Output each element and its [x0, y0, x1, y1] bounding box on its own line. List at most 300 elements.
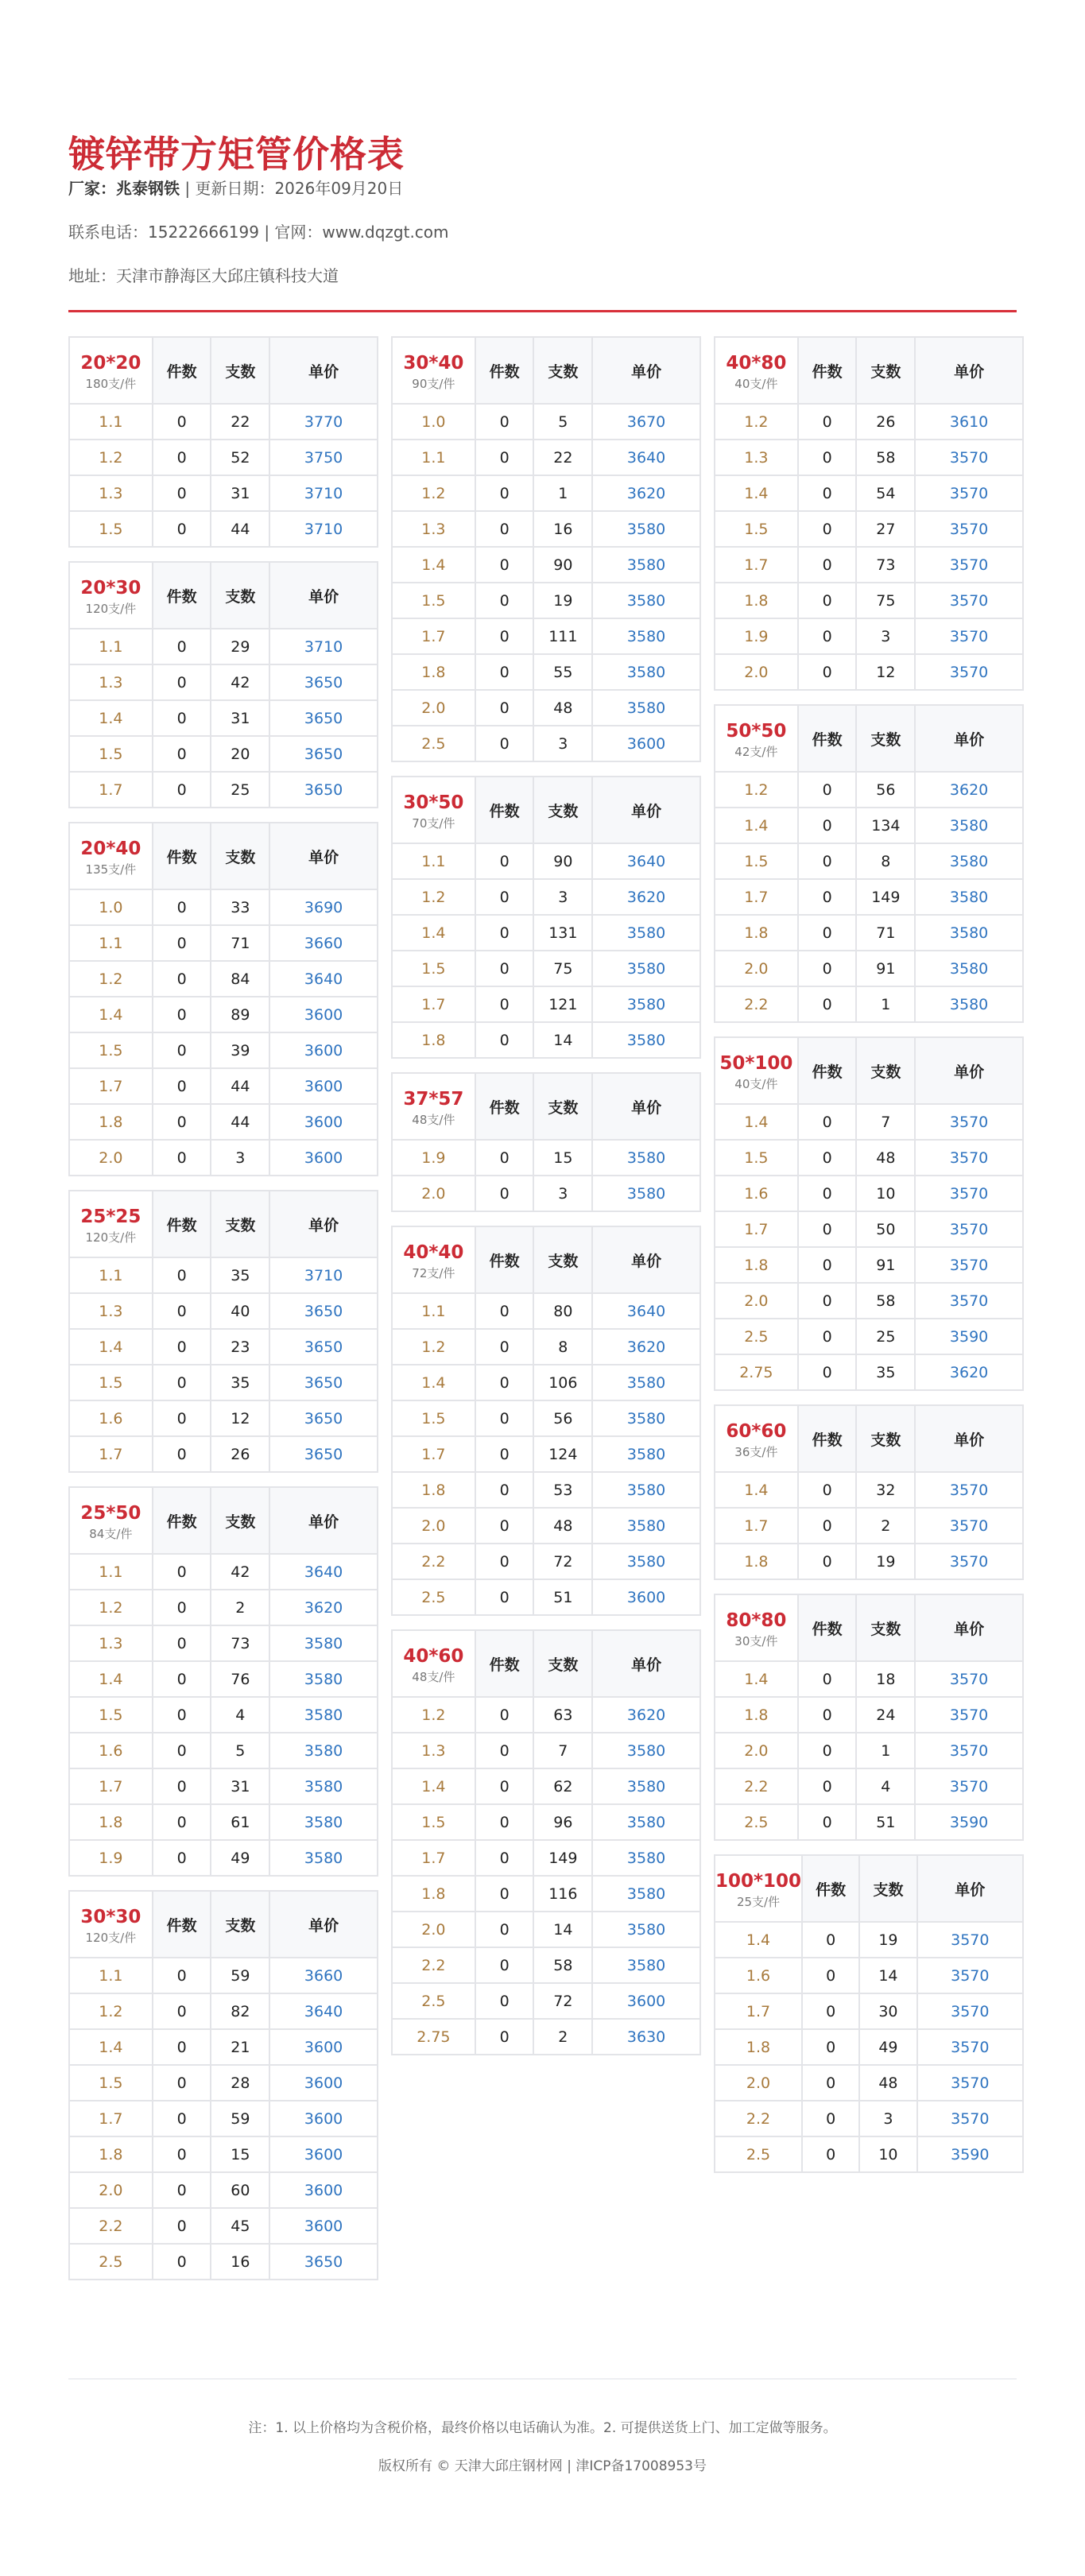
table-row [69, 1625, 378, 1661]
price-cell: 3640 [269, 1554, 378, 1590]
price-column [714, 336, 1024, 2187]
spec-per-bundle: 48支/件 [412, 1670, 455, 1684]
pieces-cell: 3 [533, 726, 592, 761]
table-row [715, 2065, 1023, 2101]
pieces-cell: 22 [533, 440, 592, 475]
table-row [69, 1365, 378, 1400]
count-cell: 0 [475, 1436, 534, 1472]
table-row [392, 726, 700, 761]
thickness-cell: 1.4 [69, 700, 153, 736]
table-row [392, 1912, 700, 1947]
count-cell: 0 [798, 951, 857, 986]
price-cell: 3590 [917, 2136, 1023, 2172]
table-row [69, 1068, 378, 1104]
thickness-cell: 1.8 [715, 1247, 798, 1283]
price-cell: 3600 [592, 1983, 700, 2019]
count-cell: 0 [153, 1554, 211, 1590]
spec-name: 50*50 [726, 721, 787, 742]
thickness-cell: 2.0 [715, 654, 798, 690]
count-cell: 0 [475, 1329, 534, 1365]
table-row [69, 1768, 378, 1804]
price-cell: 3580 [592, 986, 700, 1022]
count-cell: 0 [802, 1993, 859, 2029]
count-cell: 0 [798, 1104, 857, 1140]
price-cell: 3660 [269, 925, 378, 961]
pieces-cell: 2 [211, 1590, 269, 1625]
price-cell: 3580 [915, 951, 1023, 986]
thickness-cell: 2.5 [392, 726, 475, 761]
count-cell: 0 [798, 1472, 857, 1508]
table-row [69, 925, 378, 961]
footer-note: 注：1. 以上价格均为含税价格，最终价格以电话确认为准。2. 可提供送货上门、加工定做等服务。 [248, 2420, 837, 2436]
thickness-cell: 1.7 [715, 1993, 802, 2029]
thickness-cell: 1.8 [69, 2136, 153, 2172]
count-header: 件数 [802, 1855, 859, 1922]
table-row [715, 1544, 1023, 1579]
count-cell: 0 [798, 772, 857, 808]
pieces-cell: 31 [211, 475, 269, 511]
table-row [715, 1283, 1023, 1319]
table-row [715, 1354, 1023, 1390]
table-row [69, 475, 378, 511]
price-table [68, 1486, 378, 1877]
pieces-header: 支数 [533, 777, 592, 843]
thickness-cell: 2.0 [69, 1140, 153, 1176]
table-row [69, 1104, 378, 1140]
pieces-cell: 44 [211, 1104, 269, 1140]
count-cell: 0 [153, 2029, 211, 2065]
count-header: 件数 [798, 337, 857, 404]
thickness-cell: 1.7 [69, 2101, 153, 2136]
thickness-cell: 1.4 [69, 997, 153, 1032]
price-cell: 3610 [915, 404, 1023, 440]
spec-per-bundle: 120支/件 [85, 1931, 137, 1945]
spec-name: 40*60 [403, 1646, 464, 1667]
table-row [715, 440, 1023, 475]
count-cell: 0 [153, 925, 211, 961]
pieces-header: 支数 [856, 337, 915, 404]
thickness-cell: 1.3 [69, 664, 153, 700]
thickness-cell: 1.8 [715, 2029, 802, 2065]
price-cell: 3710 [269, 1257, 378, 1293]
count-cell: 0 [475, 404, 534, 440]
pieces-cell: 73 [856, 547, 915, 583]
thickness-cell: 1.8 [392, 1472, 475, 1508]
count-cell: 0 [153, 1329, 211, 1365]
table-row [715, 1804, 1023, 1840]
table-row [392, 1400, 700, 1436]
count-cell: 0 [475, 1472, 534, 1508]
count-cell: 0 [475, 915, 534, 951]
count-header: 件数 [475, 1630, 534, 1697]
table-row [69, 1661, 378, 1697]
thickness-cell: 1.2 [69, 1993, 153, 2029]
price-cell: 3570 [915, 1176, 1023, 1211]
thickness-cell: 2.0 [392, 1176, 475, 1211]
price-cell: 3570 [915, 1472, 1023, 1508]
pieces-cell: 111 [533, 618, 592, 654]
pieces-cell: 22 [211, 404, 269, 440]
price-cell: 3570 [917, 2065, 1023, 2101]
pieces-cell: 31 [211, 1768, 269, 1804]
maker-label: 厂家： [68, 179, 116, 198]
pieces-cell: 56 [856, 772, 915, 808]
price-header: 单价 [269, 1891, 378, 1958]
spec-header [715, 1405, 798, 1472]
price-cell: 3580 [592, 1912, 700, 1947]
pieces-cell: 71 [856, 915, 915, 951]
table-row [392, 1329, 700, 1365]
count-cell: 0 [798, 1176, 857, 1211]
table-row [392, 618, 700, 654]
thickness-cell: 2.5 [392, 1579, 475, 1615]
count-cell: 0 [475, 1697, 534, 1733]
count-cell: 0 [475, 1840, 534, 1876]
price-cell: 3750 [269, 440, 378, 475]
thickness-cell: 1.3 [69, 1625, 153, 1661]
thickness-cell: 1.2 [392, 1329, 475, 1365]
thickness-cell: 1.3 [69, 475, 153, 511]
count-header: 件数 [798, 1405, 857, 1472]
table-row [69, 1140, 378, 1176]
table-header-row [715, 1405, 1023, 1472]
table-row [69, 700, 378, 736]
price-cell: 3600 [269, 1104, 378, 1140]
count-cell: 0 [153, 404, 211, 440]
table-row [392, 879, 700, 915]
table-row [715, 1319, 1023, 1354]
price-cell: 3640 [592, 1293, 700, 1329]
table-header-row [715, 1855, 1023, 1922]
table-row [715, 404, 1023, 440]
price-header: 单价 [915, 1037, 1023, 1104]
thickness-cell: 1.4 [715, 808, 798, 843]
count-header: 件数 [475, 337, 534, 404]
pieces-cell: 20 [211, 736, 269, 772]
pieces-cell: 26 [211, 1436, 269, 1472]
pieces-cell: 96 [533, 1804, 592, 1840]
pieces-cell: 134 [856, 808, 915, 843]
table-row [392, 654, 700, 690]
count-header: 件数 [475, 777, 534, 843]
pieces-cell: 32 [856, 1472, 915, 1508]
pieces-cell: 48 [533, 690, 592, 726]
table-row [69, 1032, 378, 1068]
table-row [69, 404, 378, 440]
thickness-cell: 1.5 [715, 511, 798, 547]
table-row [392, 843, 700, 879]
thickness-cell: 1.3 [392, 511, 475, 547]
thickness-cell: 1.7 [69, 772, 153, 808]
count-cell: 0 [475, 1768, 534, 1804]
thickness-cell: 1.2 [392, 1697, 475, 1733]
table-row [69, 1400, 378, 1436]
thickness-cell: 2.5 [392, 1983, 475, 2019]
price-cell: 3620 [592, 879, 700, 915]
spec-per-bundle: 25支/件 [736, 1895, 781, 1909]
price-cell: 3570 [917, 1958, 1023, 1993]
table-row [392, 2019, 700, 2055]
price-header: 单价 [269, 1191, 378, 1257]
thickness-cell: 1.7 [715, 547, 798, 583]
table-header-row [392, 337, 700, 404]
pieces-cell: 1 [856, 1733, 915, 1768]
count-cell: 0 [153, 1661, 211, 1697]
price-header: 单价 [269, 823, 378, 889]
pieces-header: 支数 [211, 337, 269, 404]
thickness-cell: 1.0 [392, 404, 475, 440]
price-cell: 3580 [592, 1768, 700, 1804]
count-cell: 0 [153, 1958, 211, 1993]
pieces-cell: 149 [856, 879, 915, 915]
thickness-cell: 1.9 [69, 1840, 153, 1876]
thickness-cell: 1.8 [392, 1022, 475, 1058]
price-cell: 3580 [592, 1840, 700, 1876]
spec-header [715, 1855, 802, 1922]
count-cell: 0 [475, 1804, 534, 1840]
spec-per-bundle: 40支/件 [734, 377, 778, 391]
table-row [715, 1140, 1023, 1176]
price-header: 单价 [915, 1594, 1023, 1661]
price-table [68, 336, 378, 548]
table-row [392, 547, 700, 583]
price-cell: 3600 [269, 2065, 378, 2101]
price-cell: 3570 [915, 1104, 1023, 1140]
table-row [392, 1176, 700, 1211]
price-cell: 3650 [269, 1293, 378, 1329]
count-cell: 0 [798, 583, 857, 618]
spec-name: 25*25 [80, 1207, 141, 1227]
spec-header [715, 1037, 798, 1104]
pieces-cell: 16 [211, 2244, 269, 2280]
price-cell: 3580 [592, 1140, 700, 1176]
table-row [69, 772, 378, 808]
count-cell: 0 [798, 475, 857, 511]
price-cell: 3570 [917, 1922, 1023, 1958]
table-row [715, 1697, 1023, 1733]
table-row [69, 1554, 378, 1590]
price-header: 单价 [592, 1073, 700, 1140]
count-cell: 0 [153, 1257, 211, 1293]
price-column [68, 336, 378, 2294]
table-row [69, 629, 378, 664]
price-cell: 3650 [269, 772, 378, 808]
spec-header [392, 1226, 475, 1293]
price-cell: 3570 [915, 1140, 1023, 1176]
count-cell: 0 [475, 843, 534, 879]
thickness-cell: 1.1 [69, 404, 153, 440]
price-header: 单价 [592, 1226, 700, 1293]
thickness-cell: 1.8 [715, 1697, 798, 1733]
price-cell: 3570 [915, 475, 1023, 511]
pieces-header: 支数 [211, 1891, 269, 1958]
count-cell: 0 [475, 547, 534, 583]
pieces-cell: 91 [856, 951, 915, 986]
price-table [391, 1226, 701, 1616]
table-row [715, 654, 1023, 690]
price-cell: 3640 [592, 843, 700, 879]
price-cell: 3600 [269, 1068, 378, 1104]
table-row [715, 2136, 1023, 2172]
pieces-cell: 58 [856, 440, 915, 475]
table-row [715, 1472, 1023, 1508]
count-cell: 0 [475, 2019, 534, 2055]
table-row [69, 1958, 378, 1993]
price-table [68, 1190, 378, 1473]
spec-name: 30*50 [403, 792, 464, 813]
spec-per-bundle: 120支/件 [85, 1230, 137, 1245]
price-cell: 3570 [915, 440, 1023, 475]
pieces-cell: 16 [533, 511, 592, 547]
thickness-cell: 1.7 [392, 986, 475, 1022]
price-cell: 3570 [915, 547, 1023, 583]
count-header: 件数 [153, 337, 211, 404]
thickness-cell: 1.4 [392, 915, 475, 951]
pieces-cell: 75 [856, 583, 915, 618]
table-header-row [392, 1226, 700, 1293]
spec-header [715, 337, 798, 404]
table-row [392, 1947, 700, 1983]
pieces-cell: 2 [856, 1508, 915, 1544]
price-header: 单价 [592, 1630, 700, 1697]
thickness-cell: 2.5 [715, 2136, 802, 2172]
price-cell: 3580 [592, 654, 700, 690]
count-cell: 0 [153, 1840, 211, 1876]
price-cell: 3580 [592, 1544, 700, 1579]
thickness-cell: 1.2 [392, 475, 475, 511]
spec-name: 20*20 [80, 353, 141, 374]
pieces-cell: 49 [211, 1840, 269, 1876]
count-cell: 0 [475, 1876, 534, 1912]
table-row [715, 1733, 1023, 1768]
count-cell: 0 [153, 511, 211, 547]
price-table [391, 336, 701, 762]
thickness-cell: 1.4 [715, 1104, 798, 1140]
count-cell: 0 [802, 2029, 859, 2065]
pieces-cell: 21 [211, 2029, 269, 2065]
price-cell: 3650 [269, 736, 378, 772]
pieces-cell: 58 [856, 1283, 915, 1319]
price-cell: 3580 [592, 1365, 700, 1400]
pieces-header: 支数 [533, 1226, 592, 1293]
table-header-row [715, 1037, 1023, 1104]
thickness-cell: 1.4 [69, 1329, 153, 1365]
thickness-cell: 1.4 [715, 1922, 802, 1958]
table-row [392, 1508, 700, 1544]
spec-per-bundle: 180支/件 [85, 377, 137, 391]
table-row [69, 1733, 378, 1768]
price-column [391, 336, 701, 2069]
pieces-cell: 7 [533, 1733, 592, 1768]
thickness-cell: 1.8 [715, 915, 798, 951]
thickness-cell: 1.5 [69, 1365, 153, 1400]
pieces-cell: 15 [211, 2136, 269, 2172]
spec-per-bundle: 48支/件 [412, 1113, 455, 1127]
price-cell: 3580 [592, 618, 700, 654]
thickness-cell: 1.2 [69, 1590, 153, 1625]
pieces-cell: 42 [211, 1554, 269, 1590]
count-cell: 0 [153, 1436, 211, 1472]
table-row [715, 1247, 1023, 1283]
thickness-cell: 1.1 [69, 1554, 153, 1590]
price-cell: 3580 [915, 915, 1023, 951]
thickness-cell: 1.5 [392, 1804, 475, 1840]
price-cell: 3580 [592, 1876, 700, 1912]
pieces-cell: 4 [211, 1697, 269, 1733]
table-row [69, 1329, 378, 1365]
pieces-cell: 24 [856, 1697, 915, 1733]
pieces-cell: 31 [211, 700, 269, 736]
table-row [715, 1661, 1023, 1697]
spec-header [69, 1891, 153, 1958]
pieces-cell: 106 [533, 1365, 592, 1400]
spec-name: 60*60 [726, 1421, 787, 1442]
spec-header [69, 1487, 153, 1554]
count-cell: 0 [475, 618, 534, 654]
thickness-cell: 1.6 [69, 1400, 153, 1436]
pieces-cell: 72 [533, 1544, 592, 1579]
pieces-cell: 33 [211, 889, 269, 925]
count-cell: 0 [475, 440, 534, 475]
thickness-cell: 1.3 [69, 1293, 153, 1329]
table-row [715, 1211, 1023, 1247]
pieces-cell: 44 [211, 1068, 269, 1104]
pieces-header: 支数 [533, 1073, 592, 1140]
table-header-row [69, 1487, 378, 1554]
spec-per-bundle: 40支/件 [734, 1077, 778, 1091]
pieces-cell: 59 [211, 1958, 269, 1993]
count-cell: 0 [153, 736, 211, 772]
count-cell: 0 [802, 1922, 859, 1958]
pieces-header: 支数 [533, 337, 592, 404]
pieces-header: 支数 [211, 823, 269, 889]
thickness-cell: 1.4 [715, 1472, 798, 1508]
pieces-cell: 26 [856, 404, 915, 440]
count-cell: 0 [798, 1697, 857, 1733]
count-cell: 0 [475, 726, 534, 761]
price-cell: 3770 [269, 404, 378, 440]
count-cell: 0 [153, 1104, 211, 1140]
price-cell: 3580 [592, 915, 700, 951]
thickness-cell: 1.1 [69, 629, 153, 664]
price-cell: 3570 [917, 2101, 1023, 2136]
pieces-cell: 3 [533, 1176, 592, 1211]
count-header: 件数 [153, 562, 211, 629]
table-row [69, 2065, 378, 2101]
table-row [392, 1840, 700, 1876]
table-row [715, 1508, 1023, 1544]
thickness-cell: 1.5 [715, 843, 798, 879]
price-cell: 3580 [592, 547, 700, 583]
spec-per-bundle: 30支/件 [734, 1634, 778, 1648]
spec-name: 37*57 [403, 1089, 464, 1110]
price-cell: 3620 [915, 1354, 1023, 1390]
table-row [69, 440, 378, 475]
price-cell: 3580 [592, 1400, 700, 1436]
count-cell: 0 [475, 1579, 534, 1615]
price-header: 单价 [915, 337, 1023, 404]
spec-header [392, 1630, 475, 1697]
table-row [715, 986, 1023, 1022]
count-cell: 0 [798, 1140, 857, 1176]
price-cell: 3570 [915, 1544, 1023, 1579]
thickness-cell: 1.7 [69, 1068, 153, 1104]
count-cell: 0 [153, 1032, 211, 1068]
thickness-cell: 2.2 [392, 1544, 475, 1579]
count-cell: 0 [475, 1508, 534, 1544]
price-cell: 3670 [592, 404, 700, 440]
price-cell: 3580 [592, 1022, 700, 1058]
